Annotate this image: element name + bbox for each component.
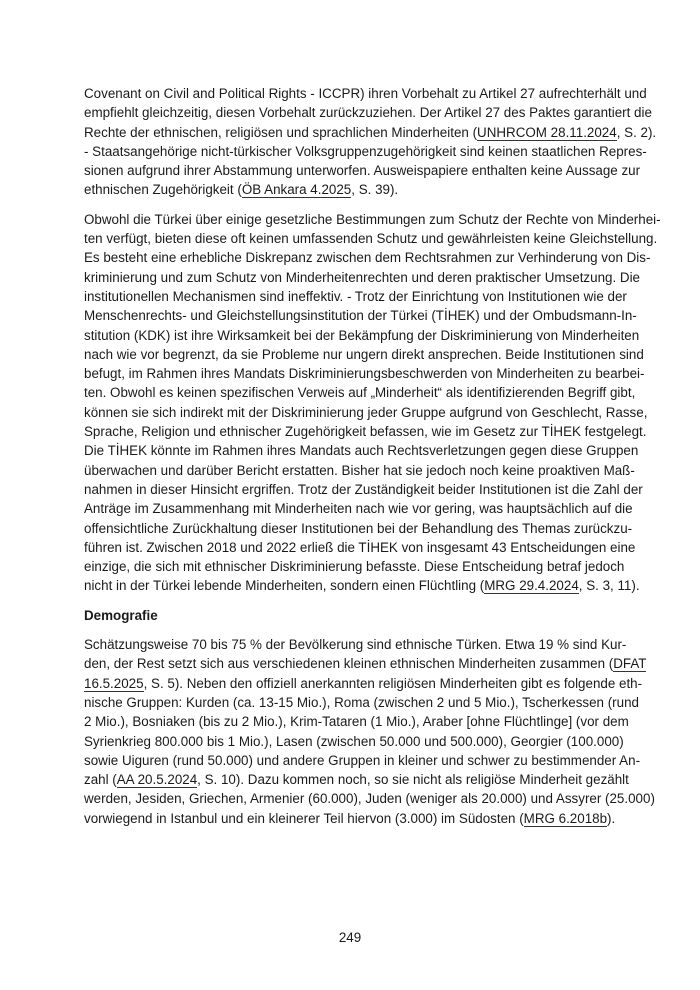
text-run: ). (607, 810, 616, 826)
text-run: einzige, die sich mit ethnischer Diskriminierung befasste. Diese Entscheidung betraf jedoch (84, 559, 625, 575)
text-run: , S. 39). (351, 182, 399, 198)
text-run: überwachen und darüber Bericht erstatten. Bisher hat sie jedoch noch keine proaktiven Maß- (84, 462, 635, 478)
text-line (84, 461, 635, 480)
text-line (84, 345, 644, 364)
paragraph (84, 210, 661, 596)
text-line (84, 210, 661, 229)
text-line (84, 422, 647, 441)
text-run: nach wie vor begrenzt, da sie Probleme nur ungern direkt ansprechen. Beide Institutionen sind (84, 346, 644, 362)
text-run: Covenant on Civil and Political Rights - ICCPR) ihren Vorbehalt zu Artikel 27 aufrechterhält und (84, 86, 647, 101)
text-run: ten. Obwohl es keinen spezifischen Verweis auf „Minderheit“ als identifizierenden Begriff gibt, (84, 385, 636, 401)
citation-link[interactable]: UNHRCOM 28.11.2024 (477, 124, 617, 140)
citation-link[interactable]: ÖB Ankara 4.2025 (241, 182, 352, 198)
text-line (84, 654, 647, 673)
text-run: nische Gruppen: Kurden (ca. 13-15 Mio.), Roma (zwischen 2 und 5 Mio.), Tscherkessen (rund (84, 694, 639, 710)
text-run: vorwiegend in Istanbul und ein kleinerer Teil hiervon (3.000) im Südosten ( (84, 810, 524, 826)
text-run: nahmen in dieser Hinsicht ergriffen. Trotz der Zuständigkeit beider Institutionen ist die Zahl der (84, 481, 643, 497)
text-line (84, 103, 652, 122)
text-run: nicht in der Türkei lebende Minderheiten, sondern einen Flüchtling ( (84, 578, 485, 594)
text-line (84, 383, 636, 402)
paragraph (84, 84, 657, 200)
text-line (84, 306, 637, 325)
text-line (84, 248, 651, 267)
text-run: stitution (KDK) ist ihre Wirksamkeit bei der Bekämpfung der Diskriminierung von Minderheiten (84, 327, 640, 343)
text-run: Obwohl die Türkei über einige gesetzliche Bestimmungen zum Schutz der Rechte von Minderhei- (84, 211, 661, 227)
text-line (84, 770, 629, 789)
text-line (84, 635, 627, 654)
text-line (84, 674, 643, 693)
document-body (84, 84, 661, 838)
citation-link[interactable]: 16.5.2025 (84, 675, 144, 691)
text-run: werden, Jesiden, Griechen, Armenier (60.000), Juden (weniger als 20.000) und Assyrer (25.000) (84, 791, 655, 807)
text-line (84, 161, 641, 180)
text-run: , S. 5). Neben den offiziell anerkannten religiösen Minderheiten gibt es folgende eth- (143, 675, 643, 691)
text-run: Anträge im Zusammenhang mit Minderheiten nach wie vor gering, was hauptsächlich auf die (84, 501, 633, 517)
text-line (84, 712, 629, 731)
text-run: , S. 10). Dazu kommen noch, so sie nicht als religiöse Minderheit gezählt (197, 772, 629, 788)
text-run: befugt, im Rahmen ihres Mandats Diskriminierungsbeschwerden von Minderheiten zu bearbei- (84, 366, 645, 382)
text-line (84, 789, 655, 808)
citation-link[interactable]: DFAT (613, 656, 647, 672)
page-number: 249 (338, 930, 362, 945)
text-run: ten verfügt, bieten diese oft keinen umfassenden Schutz und gewährleisten keine Gleichstellung. (84, 231, 658, 247)
text-run: können sie sich indirekt mit der Diskriminierung jeder Gruppe aufgrund von Geschlecht, Rasse, (84, 404, 648, 420)
text-run: sowie Uiguren (rund 50.000) und andere Gruppen in kleiner und schwer zu bestimmender An- (84, 752, 641, 768)
text-line (84, 557, 625, 576)
text-line (84, 123, 657, 142)
text-line (84, 809, 618, 828)
text-line (84, 732, 624, 751)
text-line (84, 287, 627, 306)
body-paragraphs (84, 84, 661, 596)
text-run: den, der Rest setzt sich aus verschiedenen kleinen ethnischen Minderheiten zusammen ( (84, 656, 614, 672)
text-run: Die TİHEK könnte im Rahmen ihres Mandats auch Rechtsverletzungen gegen diese Gruppen (84, 443, 639, 459)
section-heading-demografie: Demografie (84, 607, 158, 623)
text-run: offensichtliche Zurückhaltung dieser Institutionen bei der Behandlung des Themas zurückzu- (84, 520, 633, 536)
text-run: Menschenrechts- und Gleichstellungsinstitution der Türkei (TİHEK) und der Ombudsmann-In- (84, 308, 637, 324)
text-line (84, 268, 640, 287)
text-line (84, 326, 640, 345)
text-run: zahl ( (84, 772, 117, 788)
text-run: Syrienkrieg 800.000 bis 1 Mio.), Lasen (zwischen 50.000 und 500.000), Georgier (100.000) (84, 733, 624, 749)
text-line (84, 180, 618, 199)
text-line (84, 441, 639, 460)
text-line (84, 751, 641, 770)
text-line (84, 229, 658, 248)
citation-link[interactable]: AA 20.5.2024 (116, 772, 198, 788)
text-run: ethnischen Zugehörigkeit ( (84, 182, 242, 198)
text-run: Schätzungsweise 70 bis 75 % der Bevölkerung sind ethnische Türken. Etwa 19 % sind Kur- (84, 637, 627, 653)
text-run: Es besteht eine erhebliche Diskrepanz zwischen dem Rechtsrahmen zur Verhinderung von Dis- (84, 250, 651, 266)
text-line (84, 480, 643, 499)
text-run: Rechte der ethnischen, religiösen und sprachlichen Minderheiten ( (84, 124, 478, 140)
text-run: Sprache, Religion und ethnischer Zugehörigkeit befassen, wie im Gesetz zur TİHEK festgelegt. (84, 424, 647, 440)
text-run: 2 Mio.), Bosniaken (bis zu 2 Mio.), Krim-Tataren (1 Mio.), Araber [ohne Flüchtlinge] (vor dem (84, 714, 629, 730)
text-run: führen ist. Zwischen 2018 und 2022 erließ die TİHEK von insgesamt 43 Entscheidungen eine (84, 539, 636, 555)
text-run: , S. 2). (616, 124, 657, 140)
text-run: , S. 3, 11). (578, 578, 640, 594)
text-line (84, 403, 648, 422)
text-line (84, 142, 647, 161)
text-line (84, 693, 639, 712)
text-run: empfiehlt gleichzeitig, diesen Vorbehalt zurückzuziehen. Der Artikel 27 des Paktes garantiert die (84, 105, 652, 121)
text-line (84, 499, 633, 518)
text-run: - Staatsangehörige nicht-türkischer Volksgruppenzugehörigkeit sind keinen staatlichen Repres- (84, 143, 647, 159)
text-run: sionen aufgrund ihrer Abstammung unterworfen. Ausweispapiere enthalten keine Aussage zur (84, 163, 641, 179)
text-line (84, 576, 640, 595)
text-run: institutionellen Mechanismen sind ineffektiv. - Trotz der Einrichtung von Institutionen wie der (84, 288, 627, 304)
text-line (84, 84, 647, 103)
text-run: kriminierung und zum Schutz von Minderheitenrechten und deren praktischer Umsetzung. Die (84, 269, 640, 285)
section-paragraphs (84, 635, 655, 828)
text-line (84, 519, 633, 538)
paragraph (84, 635, 655, 828)
citation-link[interactable]: MRG 6.2018b (523, 810, 608, 826)
text-line (84, 364, 645, 383)
citation-link[interactable]: MRG 29.4.2024 (484, 578, 579, 594)
text-line (84, 538, 636, 557)
